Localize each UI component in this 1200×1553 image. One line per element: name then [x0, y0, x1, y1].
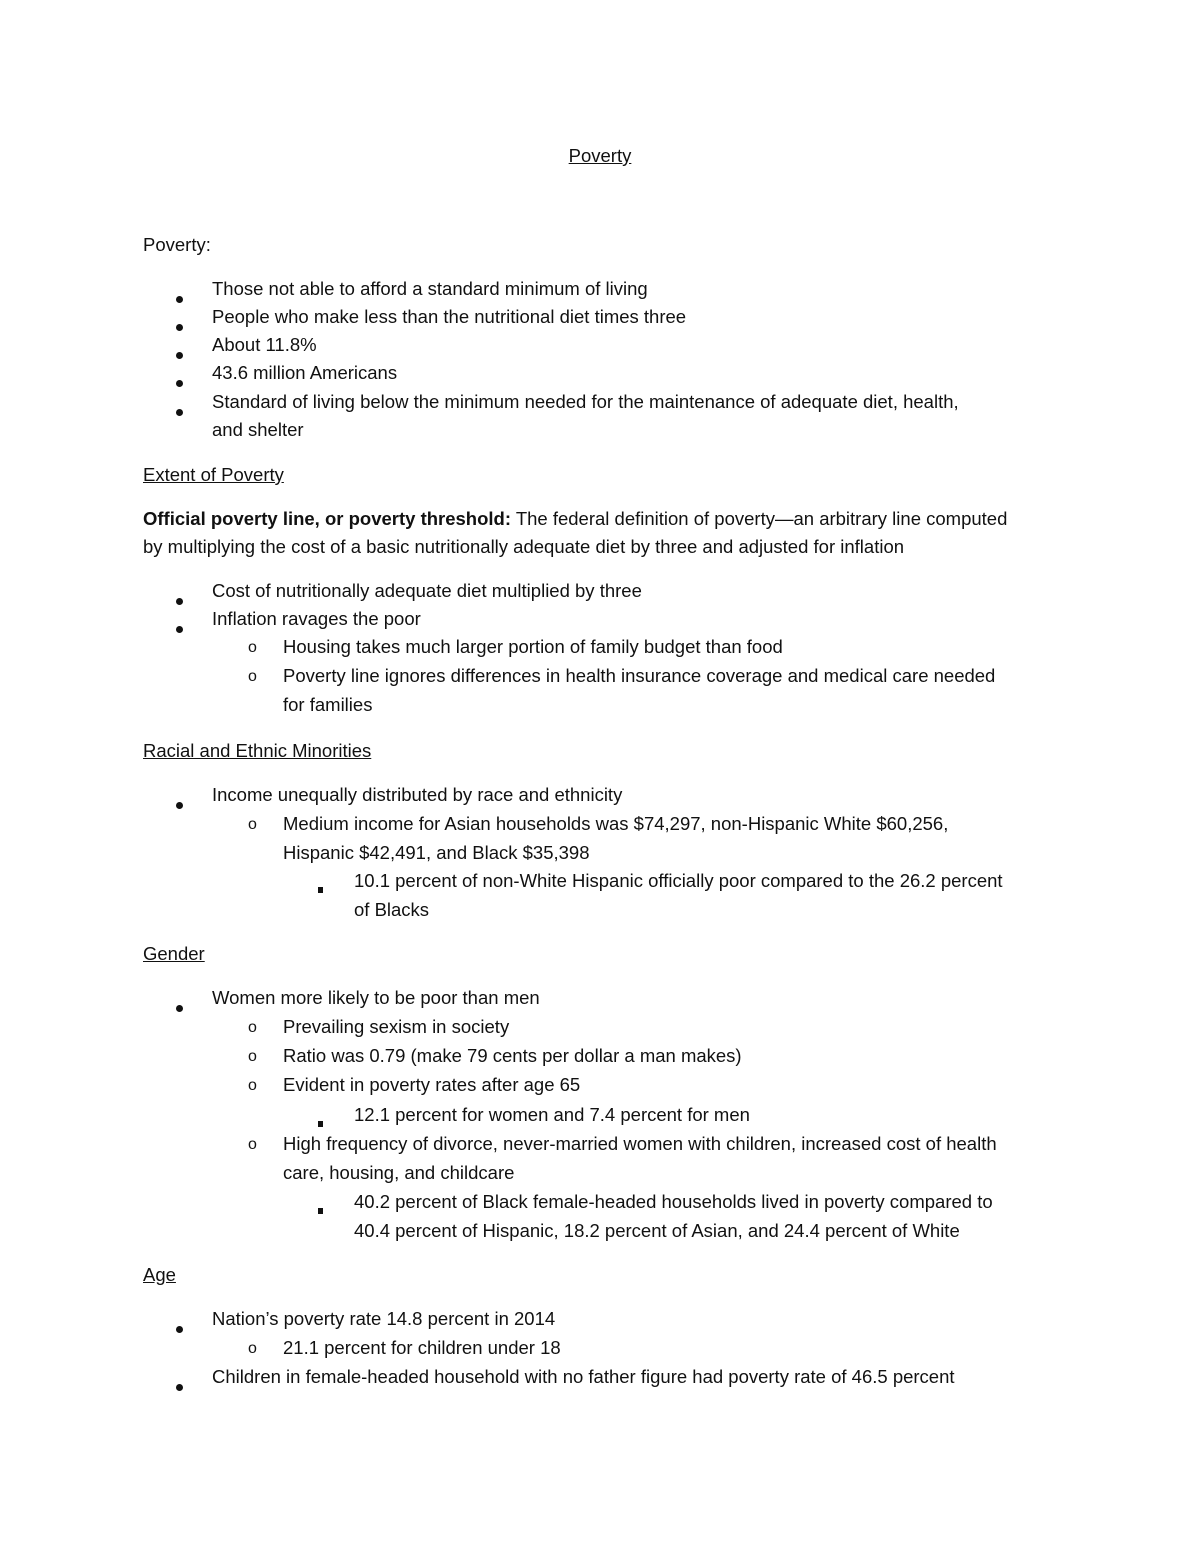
- sub-list-item-continuation: for families: [283, 694, 373, 715]
- bullet-dot-icon: [176, 286, 183, 308]
- list-item: Cost of nutritionally adequate diet multiplied by three: [212, 580, 642, 601]
- list-item: Nation’s poverty rate 14.8 percent in 2014: [212, 1308, 556, 1329]
- definition-continuation: by multiplying the cost of a basic nutritionally adequate diet by three and adjusted for inflation: [143, 536, 905, 557]
- section-heading-extent: Extent of Poverty: [143, 464, 284, 485]
- sub-list-item: Evident in poverty rates after age 65: [283, 1074, 581, 1095]
- list-item: Women more likely to be poor than men: [212, 987, 540, 1008]
- bullet-dot-icon: [176, 399, 183, 421]
- definition-term: Official poverty line, or poverty threshold:: [143, 508, 512, 529]
- sub-bullet-circle-icon: o: [248, 1019, 257, 1036]
- sub-list-item: Ratio was 0.79 (make 79 cents per dollar a man makes): [283, 1045, 742, 1066]
- list-item: Income unequally distributed by race and ethnicity: [212, 784, 623, 805]
- sub-list-item: 21.1 percent for children under 18: [283, 1337, 561, 1358]
- list-item: About 11.8%: [212, 334, 317, 355]
- list-item: Standard of living below the minimum needed for the maintenance of adequate diet, health,: [212, 391, 959, 412]
- sub-sub-list-item-continuation: of Blacks: [354, 899, 430, 920]
- list-item: 43.6 million Americans: [212, 362, 398, 383]
- bullet-dot-icon: [176, 1374, 183, 1396]
- sub-bullet-circle-icon: o: [248, 1340, 257, 1357]
- list-item: Those not able to afford a standard minimum of living: [212, 278, 648, 299]
- document-title: Poverty: [568, 145, 632, 166]
- section-heading-gender: Gender: [143, 943, 205, 964]
- section-heading-age: Age: [143, 1264, 176, 1285]
- sub-bullet-circle-icon: o: [248, 668, 257, 685]
- list-item: Inflation ravages the poor: [212, 608, 421, 629]
- definition-line: [143, 508, 1007, 530]
- sub-bullet-circle-icon: o: [248, 1077, 257, 1094]
- sub-list-item: Medium income for Asian households was $74,297, non-Hispanic White $60,256,: [283, 813, 949, 834]
- sub-sub-list-item-continuation: 40.4 percent of Hispanic, 18.2 percent of Asian, and 24.4 percent of White: [354, 1220, 960, 1241]
- sub-list-item: Poverty line ignores differences in health insurance coverage and medical care needed: [283, 665, 996, 686]
- sub-list-item-continuation: care, housing, and childcare: [283, 1162, 515, 1183]
- bullet-dot-icon: [176, 314, 183, 336]
- bullet-dot-icon: [176, 1316, 183, 1338]
- sub-list-item: High frequency of divorce, never-married women with children, increased cost of health: [283, 1133, 997, 1154]
- sub-bullet-circle-icon: o: [248, 639, 257, 656]
- bullet-dot-icon: [176, 588, 183, 610]
- sub-bullet-circle-icon: o: [248, 816, 257, 833]
- square-bullet-icon: [318, 876, 323, 898]
- list-item: Children in female-headed household with no father figure had poverty rate of 46.5 percent: [212, 1366, 955, 1387]
- bullet-dot-icon: [176, 370, 183, 392]
- bullet-dot-icon: [176, 792, 183, 814]
- bullet-dot-icon: [176, 995, 183, 1017]
- sub-list-item-continuation: Hispanic $42,491, and Black $35,398: [283, 842, 590, 863]
- bullet-dot-icon: [176, 342, 183, 364]
- sub-sub-list-item: 40.2 percent of Black female-headed households lived in poverty compared to: [354, 1191, 993, 1212]
- square-bullet-icon: [318, 1197, 323, 1219]
- sub-sub-list-item: 12.1 percent for women and 7.4 percent for men: [354, 1104, 750, 1125]
- sub-list-item: Prevailing sexism in society: [283, 1016, 510, 1037]
- sub-bullet-circle-icon: o: [248, 1136, 257, 1153]
- bullet-dot-icon: [176, 616, 183, 638]
- square-bullet-icon: [318, 1110, 323, 1132]
- list-item-continuation: and shelter: [212, 419, 304, 440]
- list-item: People who make less than the nutritional diet times three: [212, 306, 687, 327]
- sub-list-item: Housing takes much larger portion of family budget than food: [283, 636, 783, 657]
- definition-text: The federal definition of poverty—an arbitrary line computed: [511, 508, 1008, 529]
- intro-heading: Poverty:: [143, 234, 211, 255]
- sub-sub-list-item: 10.1 percent of non-White Hispanic officially poor compared to the 26.2 percent: [354, 870, 1003, 891]
- sub-bullet-circle-icon: o: [248, 1048, 257, 1065]
- section-heading-racial: Racial and Ethnic Minorities: [143, 740, 372, 761]
